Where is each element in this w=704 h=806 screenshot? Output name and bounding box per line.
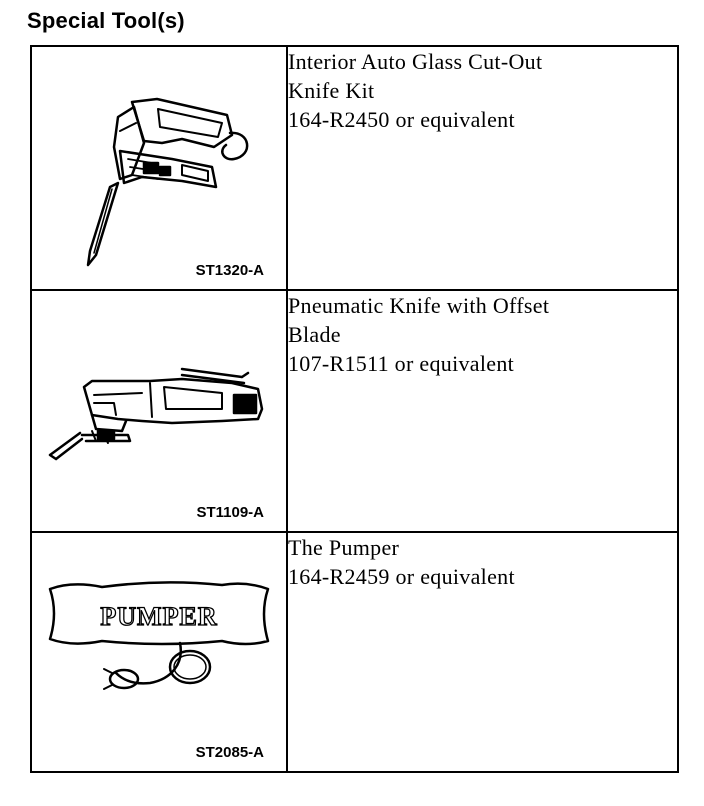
tool-description-line: The Pumper (288, 535, 400, 560)
tool-description-line: 164-R2459 or equivalent (288, 564, 515, 589)
tool-description (287, 532, 678, 772)
tool-row (31, 46, 678, 290)
tool-description-line: 107-R1511 or equivalent (288, 351, 515, 376)
tool-code: ST2085-A (195, 744, 264, 761)
special-tools-table (30, 45, 679, 773)
tool-description (287, 46, 678, 290)
tool-code: ST1109-A (196, 504, 264, 521)
tool-description-line: Blade (288, 322, 341, 347)
tool-description-line: 164-R2450 or equivalent (288, 107, 515, 132)
pumper-label: PUMPER (100, 602, 218, 631)
tool-description (287, 290, 678, 532)
tool-image-cell (31, 290, 287, 532)
knife-kit-illustration-icon (32, 47, 288, 289)
tool-row (31, 532, 678, 772)
tool-row (31, 290, 678, 532)
pumper-illustration-icon (32, 533, 288, 771)
tool-code: ST1320-A (195, 262, 264, 279)
tool-image-cell (31, 532, 287, 772)
tool-description-line: Pneumatic Knife with Offset (288, 293, 550, 318)
tool-image-cell (31, 46, 287, 290)
tool-description-line: Interior Auto Glass Cut-Out (288, 49, 543, 74)
page-heading: Special Tool(s) (27, 8, 185, 33)
pneumatic-knife-illustration-icon (32, 291, 288, 531)
tool-description-line: Knife Kit (288, 78, 375, 103)
